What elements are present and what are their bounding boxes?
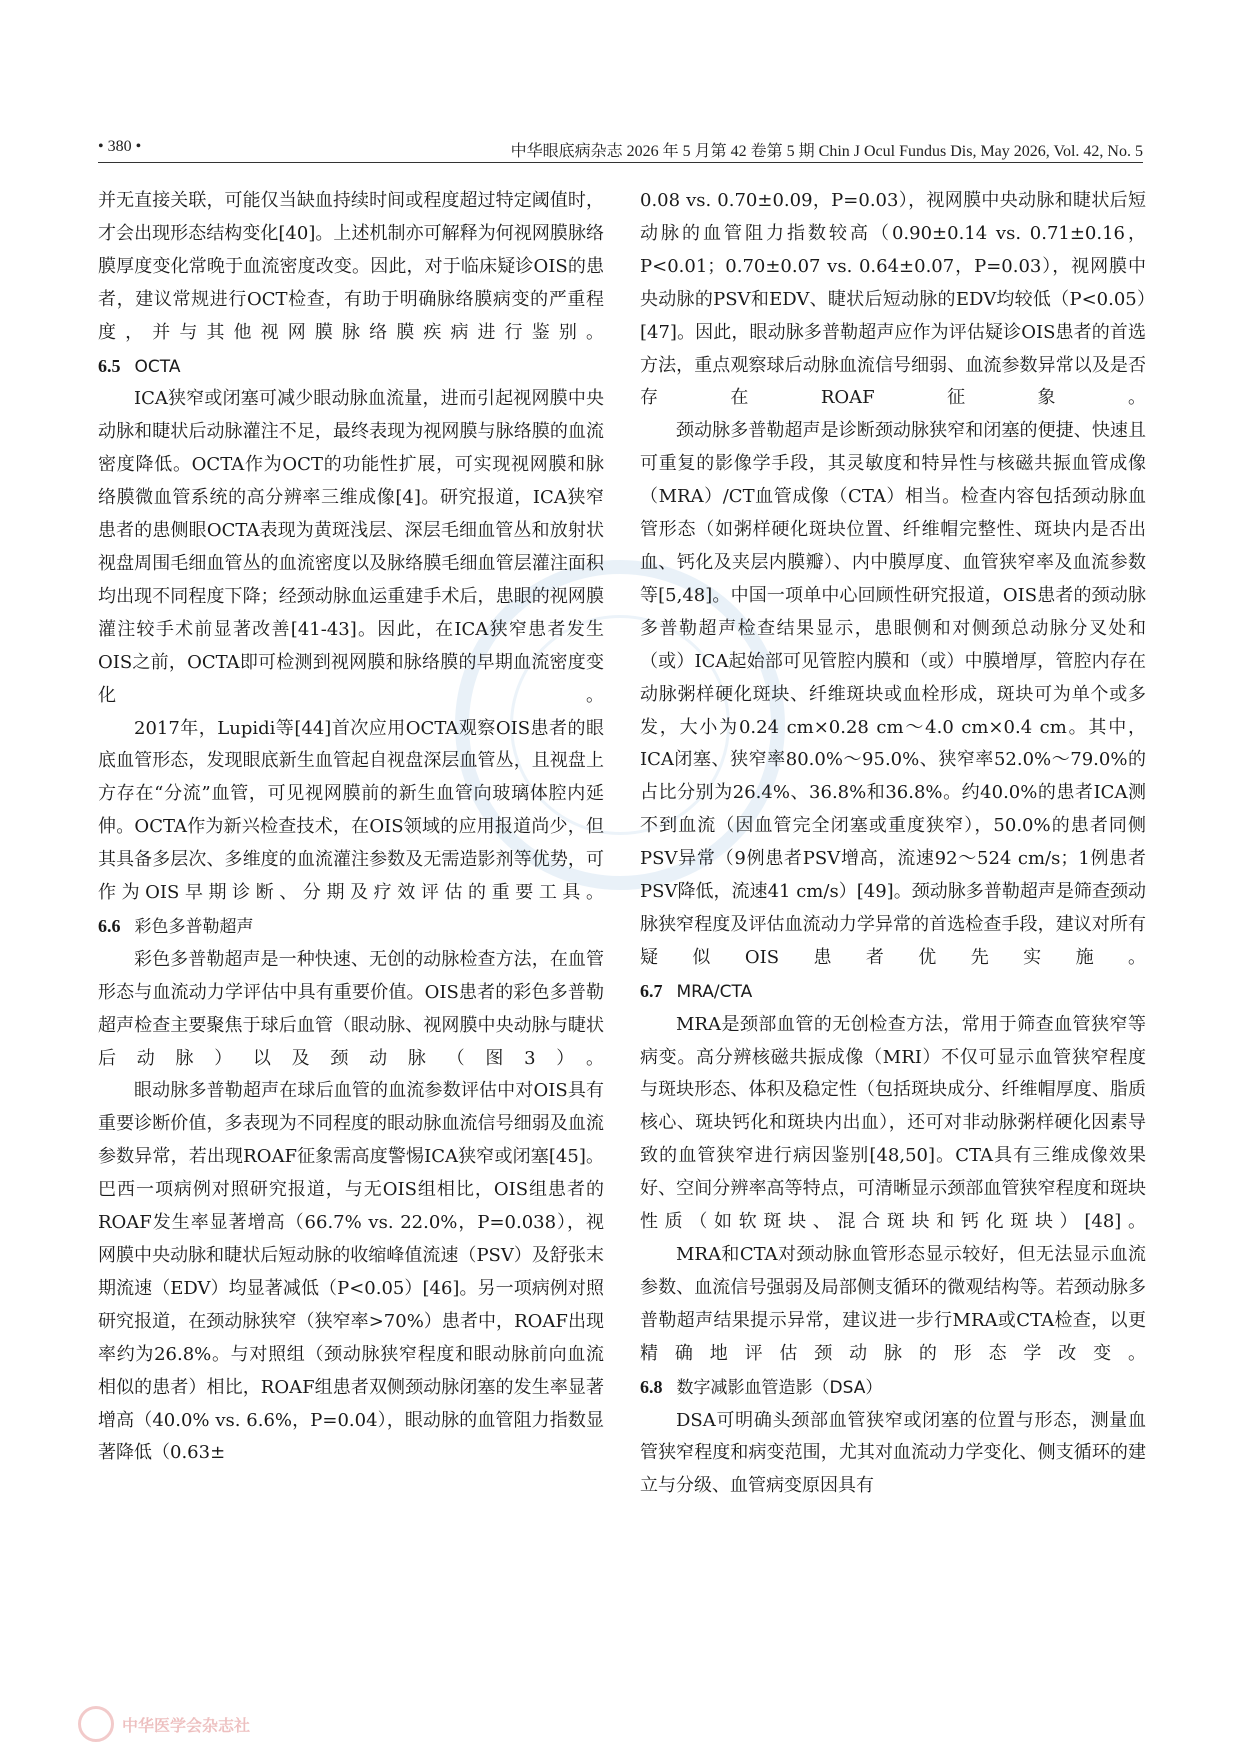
octa-paragraph-2: 2017年，Lupidi等[44]首次应用OCTA观察OIS患者的眼底血管形态，发现眼底新生血管起自视盘深层血管丛，且视盘上方存在“分流”血管，可见视网膜前的新生血管向玻璃体腔内延伸。OCTA作为新兴检查技术，在OIS领域的应用报道尚少，但其具备多层次、多维度的血流灌注参数及无需造影剂等优势，可作为OIS早期诊断、分期及疗效评估的重要工具。 (98, 717, 604, 904)
intro-paragraph: 并无直接关联，可能仅当缺血持续时间或程度超过特定阈值时，才会出现形态结构变化[40]。上述机制亦可解释为何视网膜脉络膜厚度变化常晚于血流密度改变。因此，对于临床疑诊OIS的患者，建议常规进行OCT检查，有助于明确脉络膜病变的严重程度，并与其他视网膜脉络膜疾病进行鉴别。 (98, 190, 604, 343)
right-column (640, 185, 1146, 1503)
journal-info: 中华眼底病杂志 2026 年 5 月第 42 卷第 5 期 Chin J Ocul Fundus Dis, May 2026, Vol. 42, No. 5 (510, 143, 1143, 160)
section-heading-6-8 (640, 1371, 1146, 1405)
section-title: MRA/CTA (676, 981, 753, 1002)
doppler-paragraph-2: 眼动脉多普勒超声在球后血管的血流参数评估中对OIS具有重要诊断价值，多表现为不同程度的眼动脉血流信号细弱及血流参数异常，若出现ROAF征象需高度警惕ICA狭窄或闭塞[45]。巴西一项病例对照研究报道，与无OIS组相比，OIS组患者的ROAF发生率显著增高（66.7% vs. 22.0%，P=0.038），视网膜中央动脉和睫状后短动脉的收缩峰值流速（PSV）及舒张末期流速（EDV）均显著减低（P<0.05）[46]。另一项病例对照研究报道，在颈动脉狭窄（狭窄率>70%）患者中，ROAF出现率约为26.8%。与对照组（颈动脉狭窄程度和眼动脉前向血流相似的患者）相比，ROAF组患者双侧颈动脉闭塞的发生率显著增高（40.0% vs. 6.6%，P=0.04），眼动脉的血管阻力指数显著降低（0.63± (98, 1080, 604, 1464)
page-number: • 380 • (98, 138, 142, 155)
section-heading-6-5 (98, 350, 604, 384)
dsa-paragraph-1: DSA可明确头颈部血管狭窄或闭塞的位置与形态，测量血管狭窄程度和病变范围，尤其对血流动力学变化、侧支循环的建立与分级、血管病变原因具有 (640, 1409, 1146, 1497)
publisher-logo-text: 中华医学会杂志社 (122, 1715, 251, 1735)
octa-paragraph-1: ICA狭窄或闭塞可减少眼动脉血流量，进而引起视网膜中央动脉和睫状后动脉灌注不足，最终表现为视网膜与脉络膜的血流密度降低。OCTA作为OCT的功能性扩展，可实现视网膜和脉络膜微血管系统的高分辨率三维成像[4]。研究报道，ICA狭窄患者的患侧眼OCTA表现为黄斑浅层、深层毛细血管丛和放射状视盘周围毛细血管丛的血流密度以及脉络膜毛细血管层灌注面积均出现不同程度下降；经颈动脉血运重建手术后，患眼的视网膜灌注较手术前显著改善[41-43]。因此，在ICA狭窄患者发生OIS之前，OCTA即可检测到视网膜和脉络膜的早期血流密度变化。 (98, 388, 604, 706)
header-rule (98, 162, 1143, 163)
publisher-emblem-icon (78, 1706, 114, 1742)
section-title: OCTA (134, 356, 181, 377)
section-number: 6.8 (640, 1376, 663, 1397)
section-title: 数字减影血管造影（DSA） (676, 1377, 883, 1398)
section-heading-6-6 (98, 910, 604, 944)
carotid-paragraph: 颈动脉多普勒超声是诊断颈动脉狭窄和闭塞的便捷、快速且可重复的影像学手段，其灵敏度和特异性与核磁共振血管成像（MRA）/CT血管成像（CTA）相当。检查内容包括颈动脉血管形态（如粥样硬化斑块位置、纤维帽完整性、斑块内是否出血、钙化及夹层内膜瓣）、内中膜厚度、血管狭窄率及血流参数等[5,48]。中国一项单中心回顾性研究报道，OIS患者的颈动脉多普勒超声检查结果显示，患眼侧和对侧颈总动脉分叉处和（或）ICA起始部可见管腔内膜和（或）中膜增厚，管腔内存在动脉粥样硬化斑块、纤维斑块或血栓形成，斑块可为单个或多发，大小为0.24 cm×0.28 cm～4.0 cm×0.4 cm。其中，ICA闭塞、狭窄率80.0%～95.0%、狭窄率52.0%～79.0%的占比分别为26.4%、36.8%和36.8%。约40.0%的患者ICA测不到血流（因血管完全闭塞或重度狭窄），50.0%的患者同侧PSV异常（9例患者PSV增高，流速92～524 cm/s；1例患者PSV降低，流速41 cm/s）[49]。颈动脉多普勒超声是筛查颈动脉狭窄程度及评估血流动力学异常的首选检查手段，建议对所有疑似OIS患者优先实施。 (640, 420, 1146, 968)
section-number: 6.7 (640, 980, 663, 1001)
page-header (98, 138, 1143, 160)
continued-paragraph: 0.08 vs. 0.70±0.09，P=0.03），视网膜中央动脉和睫状后短动脉的血管阻力指数较高（0.90±0.14 vs. 0.71±0.16，P<0.01；0.70±0.07 vs. 0.64±0.07，P=0.03），视网膜中央动脉的PSV和EDV、睫状后短动脉的EDV均较低（P<0.05）[47]。因此，眼动脉多普勒超声应作为评估疑诊OIS患者的首选方法，重点观察球后动脉血流信号细弱、血流参数异常以及是否存在ROAF征象。 (640, 190, 1146, 409)
left-column (98, 185, 604, 1470)
doppler-paragraph-1: 彩色多普勒超声是一种快速、无创的动脉检查方法，在血管形态与血流动力学评估中具有重要价值。OIS患者的彩色多普勒超声检查主要聚焦于球后血管（眼动脉、视网膜中央动脉与睫状后动脉）以及颈动脉（图3）。 (98, 948, 604, 1069)
section-heading-6-7 (640, 975, 1146, 1009)
section-title: 彩色多普勒超声 (134, 916, 254, 937)
publisher-logo (78, 1706, 250, 1742)
section-number: 6.5 (98, 355, 121, 376)
mra-paragraph-2: MRA和CTA对颈动脉血管形态显示较好，但无法显示血流参数、血流信号强弱及局部侧支循环的微观结构等。若颈动脉多普勒超声结果提示异常，建议进一步行MRA或CTA检查，以更精确地评估颈动脉的形态学改变。 (640, 1244, 1146, 1364)
mra-paragraph-1: MRA是颈部血管的无创检查方法，常用于筛查血管狭窄等病变。高分辨核磁共振成像（MRI）不仅可显示血管狭窄程度与斑块形态、体积及稳定性（包括斑块成分、纤维帽厚度、脂质核心、斑块钙化和斑块内出血），还可对非动脉粥样硬化因素导致的血管狭窄进行病因鉴别[48,50]。CTA具有三维成像效果好、空间分辨率高等特点，可清晰显示颈部血管狭窄程度和斑块性质（如软斑块、混合斑块和钙化斑块）[48]。 (640, 1013, 1146, 1233)
section-number: 6.6 (98, 915, 121, 936)
